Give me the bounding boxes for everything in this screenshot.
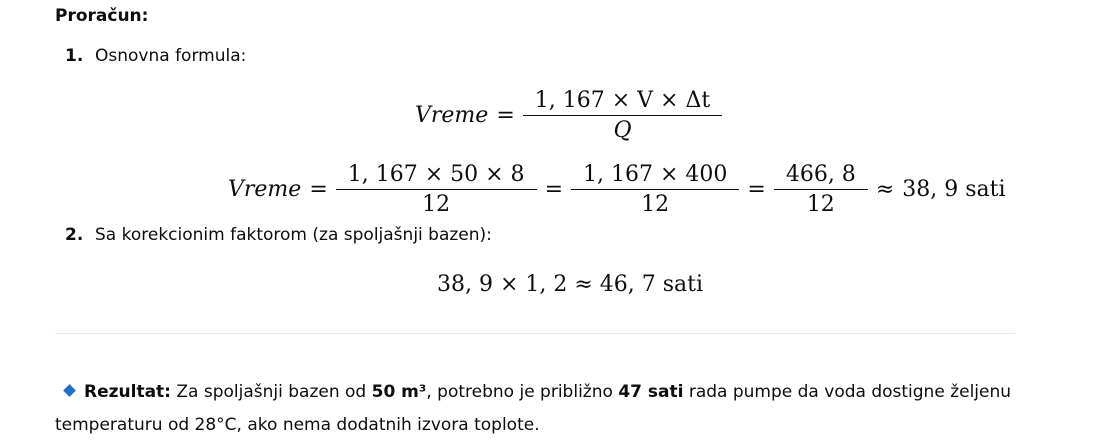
base-formula [415, 88, 722, 143]
base-formula-fraction [529, 88, 716, 143]
step-2-number: 2. [65, 225, 84, 245]
result-text-1: Za spoljašnji bazen od [170, 382, 372, 402]
step-1 [65, 46, 246, 66]
equals-sign: = [747, 177, 766, 202]
blue-diamond-icon [63, 384, 76, 397]
step-1-label: Osnovna formula: [95, 46, 247, 66]
denominator: 12 [571, 189, 739, 217]
numerator: 466, 8 [785, 162, 856, 187]
numerator: 1, 167 × V × Δt [534, 88, 711, 113]
calc-lhs: Vreme [228, 177, 302, 202]
equals-sign: = [544, 177, 563, 202]
equals-sign: = [496, 103, 515, 128]
calculation-formula [228, 162, 1006, 217]
step-1-number: 1. [65, 46, 84, 66]
result-label: Rezultat: [84, 382, 171, 402]
base-formula-lhs: Vreme [415, 103, 489, 128]
approx-sign: ≈ [875, 177, 895, 202]
divider [55, 333, 1015, 334]
step-2-label: Sa korekcionim faktorom (za spoljašnji bazen): [95, 225, 492, 245]
denominator: 12 [774, 189, 868, 217]
calc-fraction-2 [577, 162, 733, 217]
denominator: Q [523, 115, 722, 143]
result-hours: 47 sati [618, 382, 684, 402]
numerator: 1, 167 × 400 [583, 162, 728, 187]
result-volume: 50 m³ [371, 382, 427, 402]
correction-formula-text: 38, 9 × 1, 2 ≈ 46, 7 sati [437, 272, 704, 297]
result-paragraph [55, 376, 1015, 442]
correction-formula [437, 272, 703, 297]
section-heading: Proračun: [55, 6, 149, 26]
denominator: 12 [336, 189, 537, 217]
result-text-3: rada pumpe da voda dostigne željenu temperaturu od 28°C, ako nema dodatnih izvora toplote. [55, 382, 1012, 435]
equals-sign: = [309, 177, 328, 202]
calc-fraction-3 [780, 162, 862, 217]
calc-result: 38, 9 sati [902, 177, 1006, 202]
step-2 [65, 225, 492, 245]
numerator: 1, 167 × 50 × 8 [347, 162, 525, 187]
result-text-2: , potrebno je približno [426, 382, 619, 402]
calc-fraction-1 [342, 162, 531, 217]
